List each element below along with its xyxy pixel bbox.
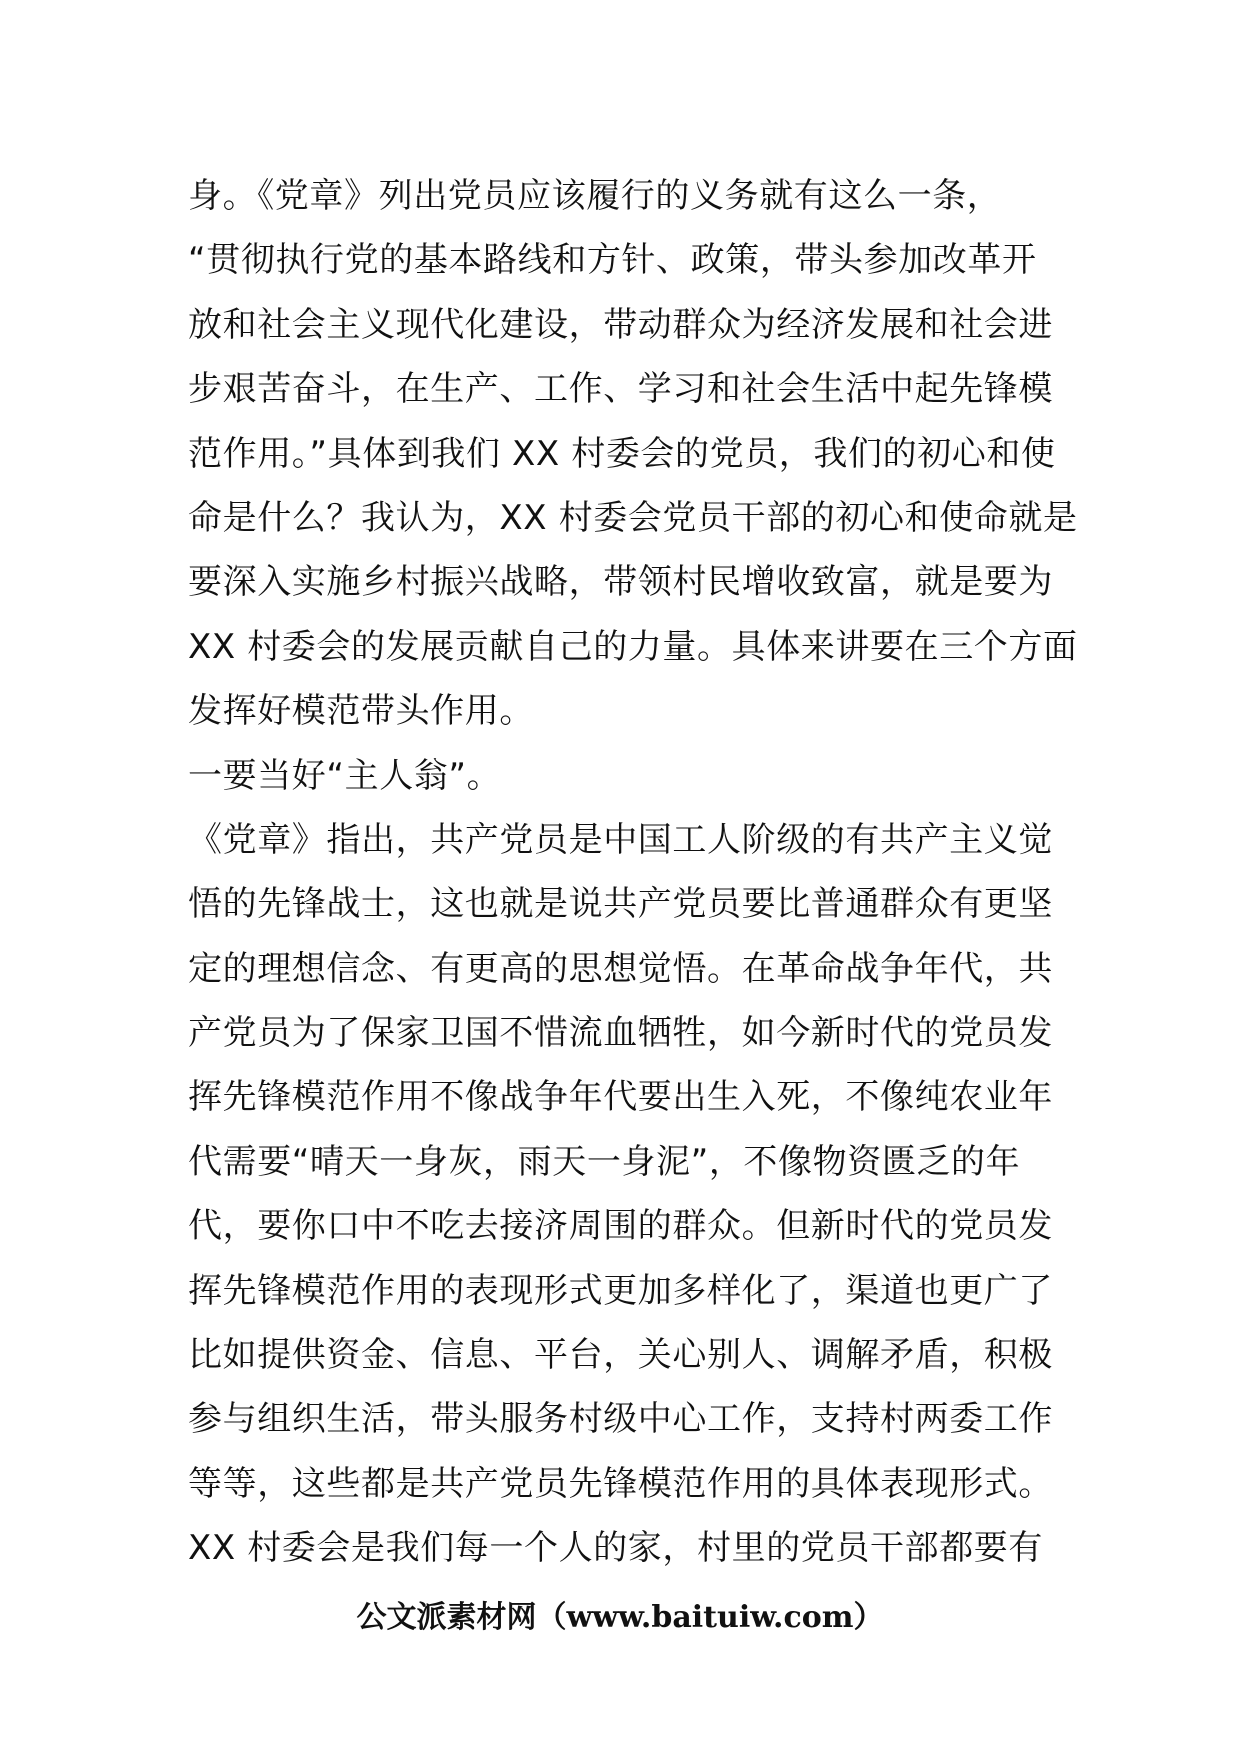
text-line: 《党章》指出，共产党员是中国工人阶级的有共产主义觉 bbox=[188, 819, 1053, 860]
text-line: 挥先锋模范作用的表现形式更加多样化了，渠道也更广了 bbox=[188, 1270, 1053, 1311]
text-line: 悟的先锋战士，这也就是说共产党员要比普通群众有更坚 bbox=[188, 884, 1053, 925]
text-line: 挥先锋模范作用不像战争年代要出生入死，不像纯农业年 bbox=[188, 1077, 1053, 1118]
text-line: 代需要“晴天一身灰，雨天一身泥”，不像物资匮乏的年 bbox=[188, 1141, 1021, 1182]
text-line: 步艰苦奋斗，在生产、工作、学习和社会生活中起先锋模 bbox=[188, 369, 1053, 410]
text-line: 等等，这些都是共产党员先锋模范作用的具体表现形式。 bbox=[188, 1463, 1053, 1504]
text-line: XX 村委会的发展贡献自己的力量。具体来讲要在三个方面 bbox=[188, 626, 1078, 667]
text-line: 身。《党章》列出党员应该履行的义务就有这么一条， bbox=[188, 176, 1002, 216]
text-line: XX 村委会是我们每一个人的家，村里的党员干部都要有 bbox=[188, 1528, 1043, 1569]
body-text bbox=[188, 164, 1078, 1581]
text-line: 范作用。”具体到我们 XX 村委会的党员，我们的初心和使 bbox=[188, 433, 1056, 474]
text-line: 发挥好模范带头作用。 bbox=[188, 691, 534, 732]
text-line: 放和社会主义现代化建设，带动群众为经济发展和社会进 bbox=[188, 304, 1053, 345]
text-line: “贯彻执行党的基本路线和方针、政策，带头参加改革开 bbox=[188, 240, 1037, 281]
text-line: 参与组织生活，带头服务村级中心工作，支持村两委工作 bbox=[188, 1399, 1053, 1440]
text-line: 代，要你口中不吃去接济周围的群众。但新时代的党员发 bbox=[188, 1206, 1053, 1247]
text-line: 要深入实施乡村振兴战略，带领村民增收致富，就是要为 bbox=[188, 562, 1053, 603]
text-line: 比如提供资金、信息、平台，关心别人、调解矛盾，积极 bbox=[188, 1335, 1053, 1376]
section-heading: 一要当好“主人翁”。 bbox=[188, 755, 502, 796]
text-line: 产党员为了保家卫国不惜流血牺牲，如今新时代的党员发 bbox=[188, 1013, 1053, 1054]
page-footer: 公文派素材网（www.baituiw.com） bbox=[356, 1600, 884, 1635]
text-line: 定的理想信念、有更高的思想觉悟。在革命战争年代，共 bbox=[188, 948, 1053, 989]
text-line: 命是什么？我认为，XX 村委会党员干部的初心和使命就是 bbox=[188, 497, 1078, 538]
